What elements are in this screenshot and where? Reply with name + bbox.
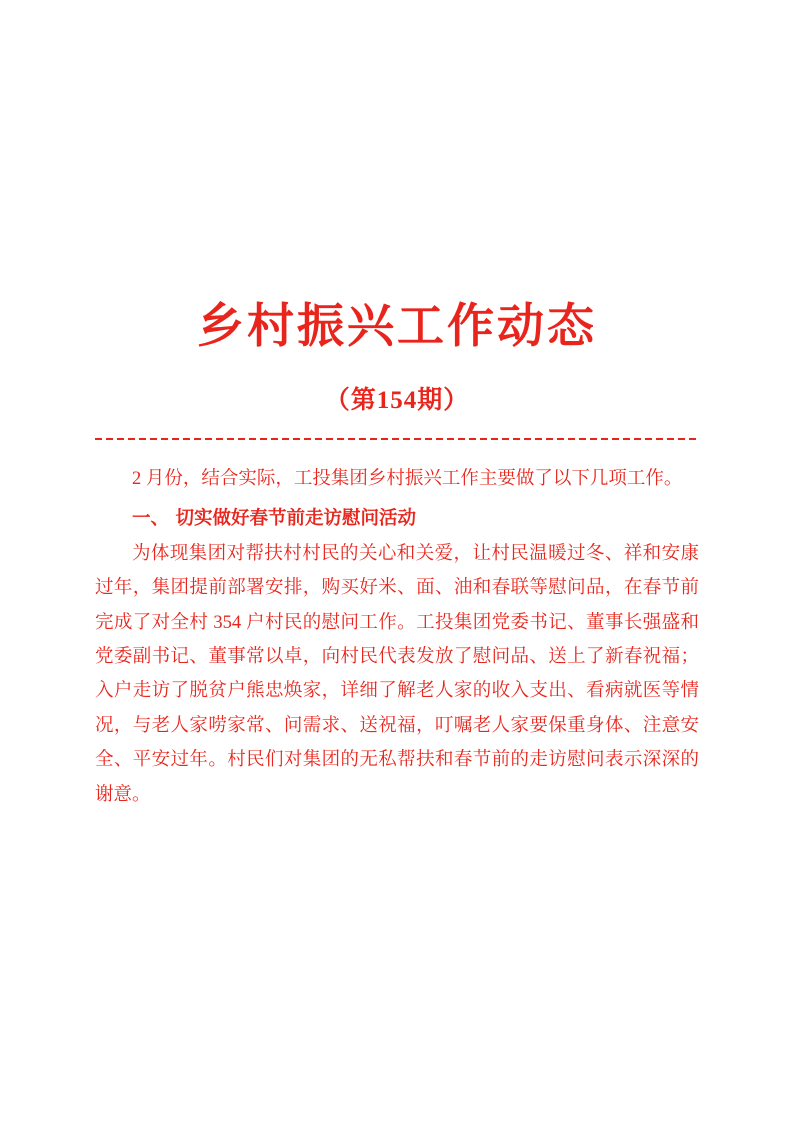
document-body	[95, 462, 699, 812]
section-heading-1: 一、 切实做好春节前走访慰问活动	[132, 508, 416, 530]
page-title: 乡村振兴工作动态	[197, 299, 597, 354]
header-divider	[95, 438, 699, 440]
issue-number: 154	[376, 387, 418, 415]
paragraph-intro: 2 月份，结合实际，工投集团乡村振兴工作主要做了以下几项工作。	[132, 469, 683, 490]
issue-line	[95, 380, 699, 416]
masthead	[95, 300, 699, 416]
issue-suffix: 期）	[417, 385, 470, 415]
paragraph-section-1-body: 为体现集团对帮扶村村民的关心和关爱，让村民温暖过冬、祥和安康过年，集团提前部署安排，购买好米、面、油和春联等慰问品，在春节前完成了对全村 354 户村民的慰问工作。工投集团党委书记、董事长强盛和党委副书记、董事常以卓，向村民代表发放了慰问品、送上了新春祝福；入户走访了脱贫户熊忠焕家，详细了解老人家的收入支出、看病就医等情况，与老人家唠家常、问需求、送祝福，叮嘱老人家要保重身体、注意安全、平安过年。村民们对集团的无私帮扶和春节前的走访慰问表示深深的谢意。	[95, 543, 699, 805]
issue-prefix: （第	[324, 385, 377, 415]
